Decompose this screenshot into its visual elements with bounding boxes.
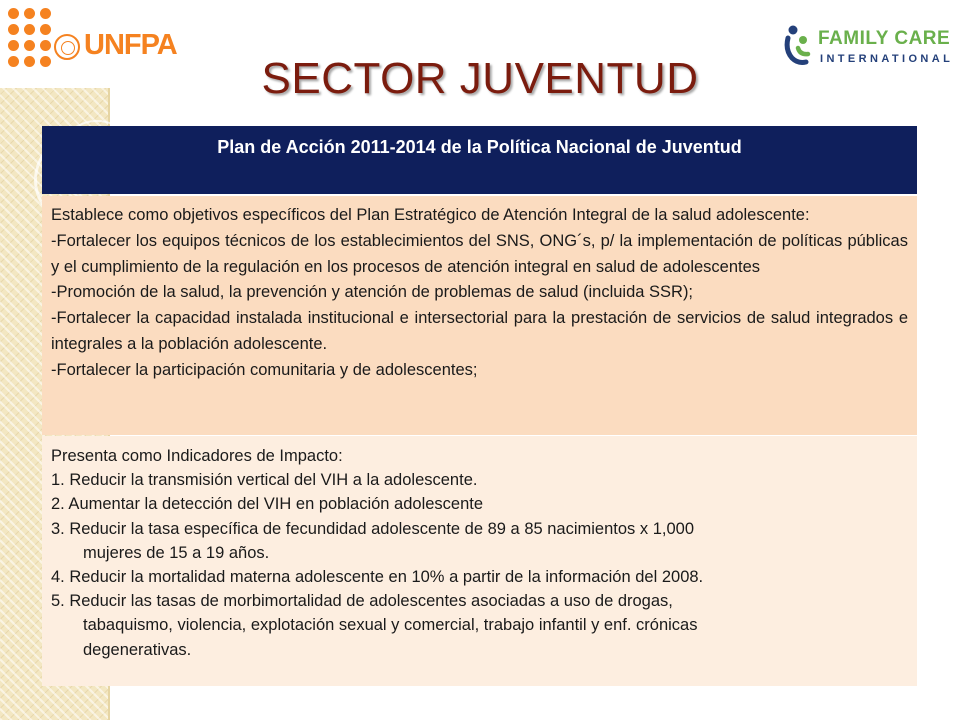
action-plan-table <box>42 126 917 686</box>
logo-dot <box>24 40 35 51</box>
table-header: Plan de Acción 2011-2014 de la Política Nacional de Juventud <box>42 126 917 194</box>
indicator-item: 4. Reducir la mortalidad materna adolescente en 10% a partir de la información del 2008. <box>51 568 704 587</box>
indicator-item-continuation: mujeres de 15 a 19 años. <box>83 543 270 562</box>
fci-logo-text-secondary: INTERNATIONAL <box>820 53 954 65</box>
unfpa-logo-text: UNFPA <box>84 29 177 61</box>
objective-item: -Fortalecer los equipos técnicos de los establecimientos del SNS, ONG´s, p/ la implementación de políticas públicas y el cumplimiento de la regulación en los procesos de atención integral en salud de adolescentes <box>51 231 908 276</box>
logo-dot <box>40 24 51 35</box>
indicator-item-continuation: tabaquismo, violencia, explotación sexual y comercial, trabajo infantil y enf. crónicas <box>83 616 698 635</box>
logo-dot <box>24 8 35 19</box>
logo-dot <box>8 40 19 51</box>
indicator-item: 3. Reducir la tasa específica de fecundidad adolescente de 89 a 85 nacimientos x 1,000 <box>51 519 695 538</box>
logo-dot <box>8 24 19 35</box>
logo-dot <box>24 24 35 35</box>
objectives-cell <box>42 196 917 435</box>
slide-title: SECTOR JUVENTUD <box>261 54 699 103</box>
logo-dot <box>8 8 19 19</box>
indicator-item: 1. Reducir la transmisión vertical del VIH a la adolescente. <box>51 471 478 490</box>
logo-dot <box>40 40 51 51</box>
objectives-intro: Establece como objetivos específicos del Plan Estratégico de Atención Integral de la salud adolescente: <box>51 206 810 224</box>
indicator-item-continuation: degenerativas. <box>83 640 192 659</box>
fci-logo-text-primary: FAMILY CARE <box>818 28 951 49</box>
indicator-item: 2. Aumentar la detección del VIH en población adolescente <box>51 495 484 514</box>
indicators-intro: Presenta como Indicadores de Impacto: <box>51 447 343 465</box>
logo-dot <box>40 8 51 19</box>
objective-item: -Promoción de la salud, la prevención y atención de problemas de salud (incluida SSR); <box>51 283 694 302</box>
indicator-item: 5. Reducir las tasas de morbimortalidad de adolescentes asociadas a uso de drogas, <box>51 592 673 611</box>
indicators-cell <box>42 436 917 686</box>
objective-item: -Fortalecer la capacidad instalada institucional e intersectorial para la prestación de servicios de salud integrados e integrales a la población adolescente. <box>51 309 908 353</box>
objective-item: -Fortalecer la participación comunitaria y de adolescentes; <box>51 360 478 379</box>
